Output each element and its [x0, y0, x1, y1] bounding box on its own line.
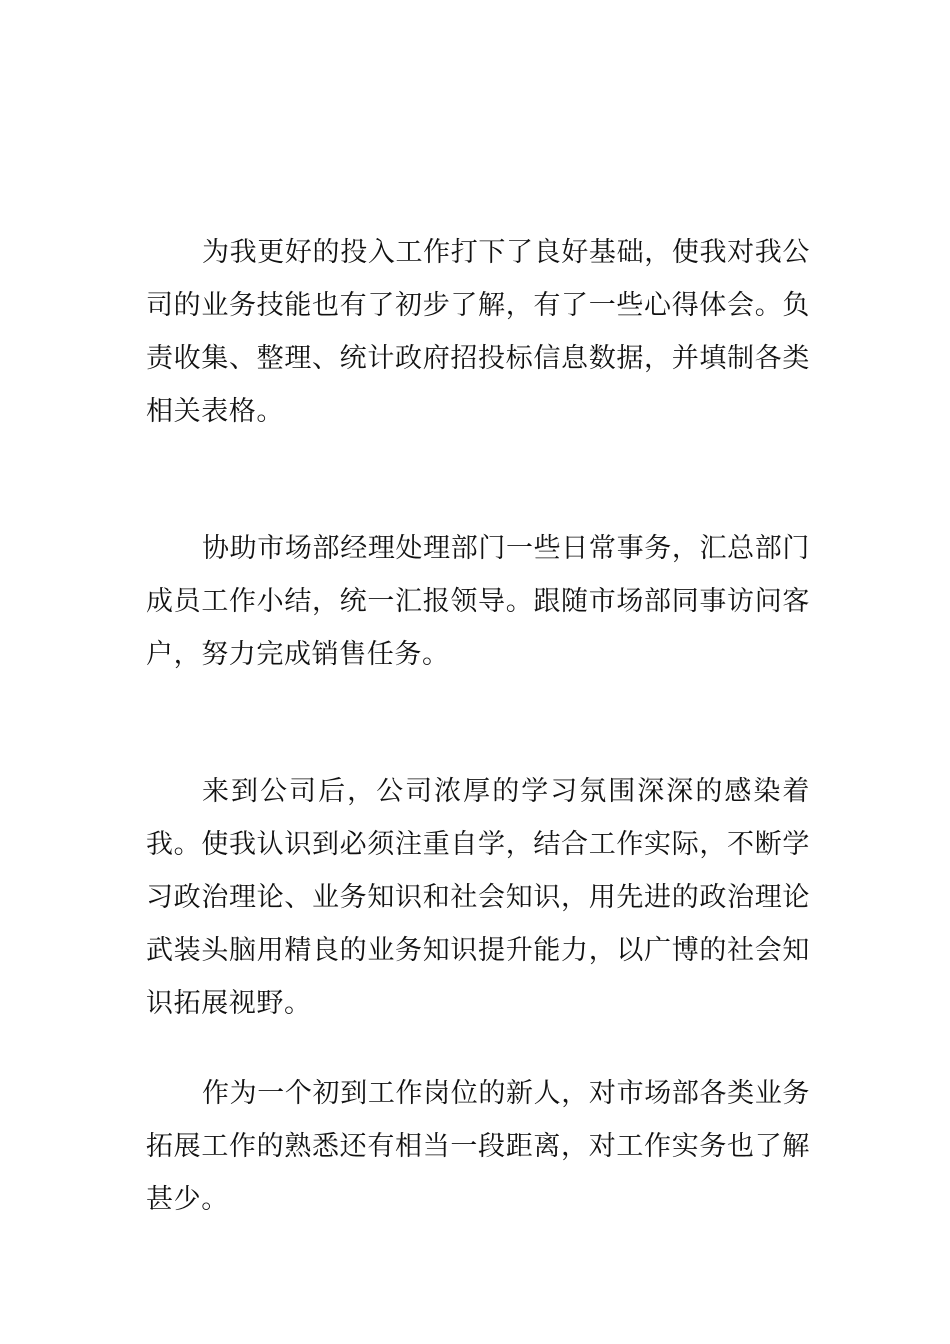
paragraph-3: 来到公司后，公司浓厚的学习氛围深深的感染着我。使我认识到必须注重自学，结合工作实际，不断学习政治理论、业务知识和社会知识，用先进的政治理论武装头脑用精良的业务知识提升能力，以广博的社会知识拓展视野。 [146, 776, 810, 1019]
paragraph-2: 协助市场部经理处理部门一些日常事务，汇总部门成员工作小结，统一汇报领导。跟随市场部同事访问客户，努力完成销售任务。 [146, 533, 810, 670]
paragraph-4: 作为一个初到工作岗位的新人，对市场部各类业务拓展工作的熟悉还有相当一段距离，对工作实务也了解甚少。 [146, 1078, 810, 1215]
paragraph-1: 为我更好的投入工作打下了良好基础，使我对我公司的业务技能也有了初步了解，有了一些心得体会。负责收集、整理、统计政府招投标信息数据，并填制各类相关表格。 [146, 237, 810, 427]
